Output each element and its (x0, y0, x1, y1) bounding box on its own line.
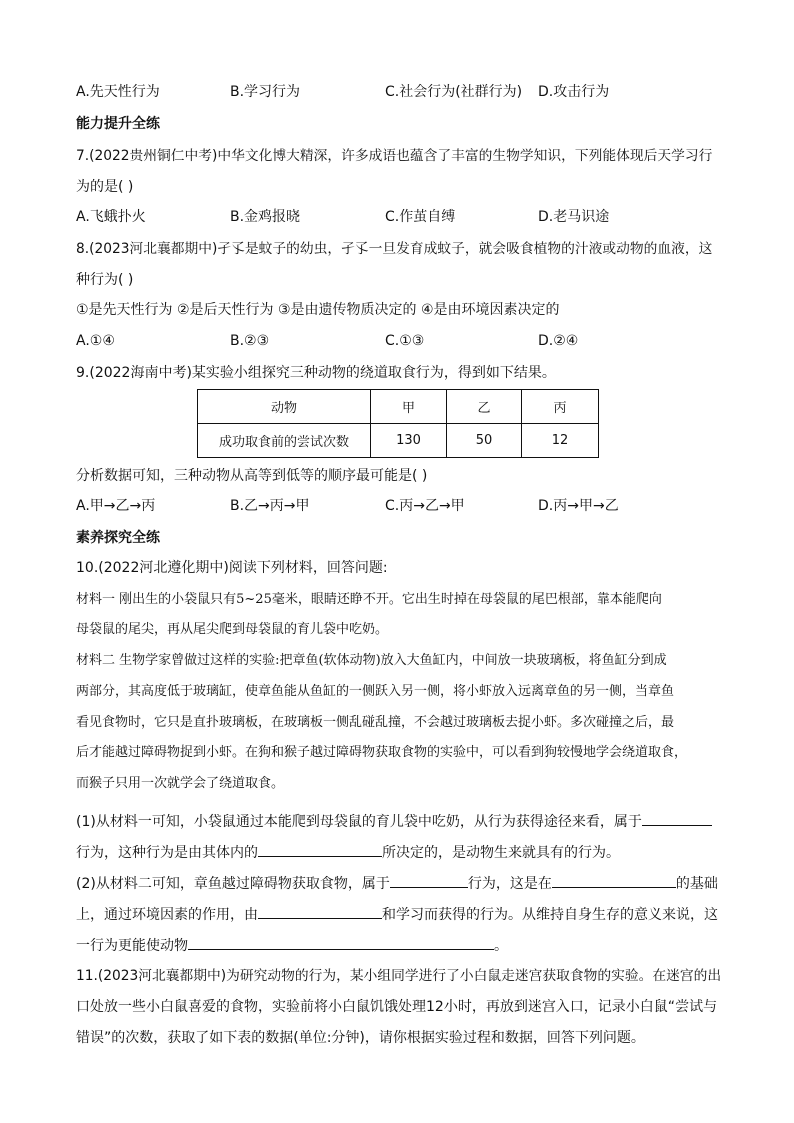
q8-text-line1: 8.(2023河北襄都期中)孑孓是蚊子的幼虫，孑孓一旦发育成蚊子，就会吸食植物的汁液或动物的血液，这 (76, 241, 713, 257)
q8-option-c[interactable]: C.①③ (385, 333, 425, 349)
q10-part2-text-e: 和学习而获得的行为。从维持自身生存的意义来说，这 (382, 907, 718, 923)
q9-option-a[interactable]: A.甲→乙→丙 (76, 498, 156, 514)
q8-option-d[interactable]: D.②④ (538, 333, 579, 349)
q6-option-a[interactable]: A.先天性行为 (76, 84, 160, 100)
q9-option-d[interactable]: D.丙→甲→乙 (538, 498, 619, 514)
table-header-cell: 甲 (371, 390, 447, 424)
q10-text-line1: 10.(2022河北遵化期中)阅读下列材料，回答问题: (76, 560, 388, 576)
q8-text-line2: 种行为( ) (76, 272, 134, 288)
q6-option-c[interactable]: C.社会行为(社群行为) (385, 84, 523, 100)
table-header-cell: 动物 (198, 390, 371, 424)
q10-material2-line2: 两部分，其高度低于玻璃缸，使章鱼能从鱼缸的一侧跃入另一侧，将小虾放入远离章鱼的另一侧，当章鱼 (76, 684, 675, 699)
q7-option-d[interactable]: D.老马识途 (538, 209, 610, 225)
table-row (198, 390, 599, 424)
q7-option-c[interactable]: C.作茧自缚 (385, 209, 456, 225)
q10-part2-line1 (76, 873, 720, 894)
q10-part1-text-b: 行为，这种行为是由其体内的 (76, 845, 258, 861)
q10-part2-text-g: 。 (494, 938, 508, 954)
answer-blank-1[interactable] (642, 811, 712, 826)
q10-part1-text-c: 所决定的，是动物生来就具有的行为。 (382, 845, 620, 861)
q10-part2-text-a: (2)从材料二可知，章鱼越过障碍物获取食物，属于 (76, 876, 390, 892)
q8-option-b[interactable]: B.②③ (230, 333, 270, 349)
q7-option-a[interactable]: A.飞蛾扑火 (76, 209, 146, 225)
section-heading-literacy: 素养探究全练 (76, 530, 160, 546)
q10-part1-line1 (76, 811, 720, 832)
q10-part2-text-d: 上，通过环境因素的作用，由 (76, 907, 258, 923)
q9-table (197, 389, 599, 458)
q8-option-a[interactable]: A.①④ (76, 333, 115, 349)
q11-text-line2: 口处放一些小白鼠喜爱的食物，实验前将小白鼠饥饿处理12小时，再放到迷宫入口，记录小白鼠“尝试与 (76, 999, 718, 1015)
q10-material2-line1: 材料二 生物学家曾做过这样的实验:把章鱼(软体动物)放入大鱼缸内，中间放一块玻璃板，将鱼缸分到成 (76, 653, 667, 668)
q10-material1-line1: 材料一 刚出生的小袋鼠只有5~25毫米，眼睛还睁不开。它出生时掉在母袋鼠的尾巴根部，靠本能爬向 (76, 592, 662, 607)
answer-blank-6[interactable] (188, 935, 494, 950)
q10-material2-line4: 后才能越过障碍物捉到小虾。在狗和猴子越过障碍物获取食物的实验中，可以看到狗较慢地学会绕道取食， (76, 745, 688, 760)
answer-blank-2[interactable] (258, 842, 382, 857)
q10-part1-text-a: (1)从材料一可知，小袋鼠通过本能爬到母袋鼠的育儿袋中吃奶，从行为获得途径来看，属于 (76, 814, 642, 830)
table-cell: 50 (447, 424, 522, 458)
table-cell: 12 (522, 424, 599, 458)
q11-text-line1: 11.(2023河北襄都期中)为研究动物的行为，某小组同学进行了小白鼠走迷宫获取食物的实验。在迷宫的出 (76, 968, 722, 984)
q10-material2-line5: 而猴子只用一次就学会了绕道取食。 (76, 776, 285, 791)
q10-part2-line2 (76, 904, 720, 925)
q10-part2-text-f: 一行为更能使动物 (76, 938, 188, 954)
q10-part2-line3 (76, 935, 720, 956)
table-cell: 130 (371, 424, 447, 458)
table-cell: 成功取食前的尝试次数 (198, 424, 371, 458)
q10-material1-line2: 母袋鼠的尾尖，再从尾尖爬到母袋鼠的育儿袋中吃奶。 (76, 622, 389, 637)
q6-option-d[interactable]: D.攻击行为 (538, 84, 610, 100)
q8-statements: ①是先天性行为 ②是后天性行为 ③是由遗传物质决定的 ④是由环境因素决定的 (76, 302, 560, 318)
table-header-cell: 乙 (447, 390, 522, 424)
q7-option-b[interactable]: B.金鸡报晓 (230, 209, 301, 225)
q7-text-line2: 为的是( ) (76, 179, 134, 195)
q9-text-line2: 分析数据可知，三种动物从高等到低等的顺序最可能是( ) (76, 468, 428, 484)
answer-blank-4[interactable] (552, 873, 676, 888)
q9-option-c[interactable]: C.丙→乙→甲 (385, 498, 465, 514)
table-header-cell: 丙 (522, 390, 599, 424)
q7-text-line1: 7.(2022贵州铜仁中考)中华文化博大精深，许多成语也蕴含了丰富的生物学知识，下列能体现后天学习行 (76, 148, 713, 164)
section-heading-ability: 能力提升全练 (76, 116, 160, 132)
q9-text-line1: 9.(2022海南中考)某实验小组探究三种动物的绕道取食行为，得到如下结果。 (76, 365, 556, 381)
q10-part2-text-c: 的基础 (675, 876, 718, 892)
answer-blank-3[interactable] (390, 873, 468, 888)
q11-text-line3: 错误”的次数，获取了如下表的数据(单位:分钟)，请你根据实验过程和数据，回答下列问题。 (76, 1030, 645, 1046)
q6-option-b[interactable]: B.学习行为 (230, 84, 301, 100)
q10-material2-line3: 看见食物时，它只是直扑玻璃板，在玻璃板一侧乱碰乱撞，不会越过玻璃板去捉小虾。多次碰撞之后，最 (76, 715, 675, 730)
answer-blank-5[interactable] (258, 904, 382, 919)
q10-part2-text-b: 行为，这是在 (467, 876, 552, 892)
q10-part1-line2 (76, 842, 720, 863)
table-row (198, 424, 599, 458)
q9-option-b[interactable]: B.乙→丙→甲 (230, 498, 310, 514)
